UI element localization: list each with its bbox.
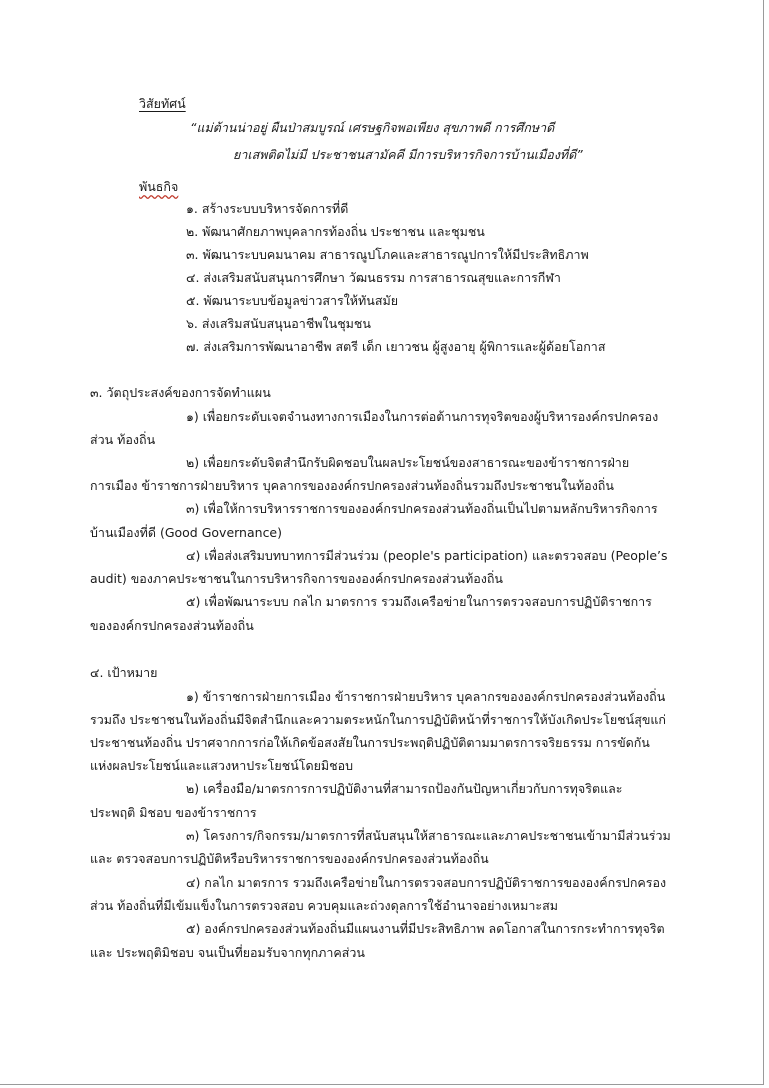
vision-text-line-1: “แม่ต้านน่าอยู่ ผืนป่าสมบูรณ์ เศรษฐกิจพอเพียง สุขภาพดี การศึกษาดี bbox=[190, 120, 555, 135]
mission-item: ๕. พัฒนาระบบข้อมูลข่าวสารให้ทันสมัย bbox=[186, 293, 399, 308]
mission-item: ๑. สร้างระบบบริหารจัดการที่ดี bbox=[186, 201, 349, 216]
objective-3-line-1: ๓) เพื่อให้การบริหารราชการขององค์กรปกครองส่วนท้องถิ่นเป็นไปตามหลักบริหารกิจการ bbox=[186, 501, 658, 516]
objective-2-line-1: ๒) เพื่อยกระดับจิตสำนึกรับผิดชอบในผลประโยชน์ของสาธารณะของข้าราชการฝ่าย bbox=[186, 455, 630, 470]
target-2-line-1: ๒) เครื่องมือ/มาตรการการปฏิบัติงานที่สามารถป้องกันปัญหาเกี่ยวกับการทุจริตและ bbox=[186, 781, 623, 796]
target-4-line-1: ๔) กลไก มาตรการ รวมถึงเครือข่ายในการตรวจสอบการปฏิบัติราชการขององค์กรปกครอง bbox=[186, 875, 667, 890]
target-2-line-2: ประพฤติ มิชอบ ของข้าราชการ bbox=[90, 805, 257, 820]
mission-item: ๒. พัฒนาศักยภาพบุคลากรท้องถิ่น ประชาชน และชุมชน bbox=[186, 224, 485, 239]
objective-3-line-2: บ้านเมืองที่ดี (Good Governance) bbox=[90, 525, 283, 540]
target-5-line-1: ๕) องค์กรปกครองส่วนท้องถิ่นมีแผนงานที่มีประสิทธิภาพ ลดโอกาสในการกระทำการทุจริต bbox=[186, 921, 665, 936]
mission-heading: พันธกิจ bbox=[139, 179, 179, 194]
objective-5-line-2: ขององค์กรปกครองส่วนท้องถิ่น bbox=[90, 618, 254, 633]
target-5-line-2: และ ประพฤติมิชอบ จนเป็นที่ยอมรับจากทุกภาคส่วน bbox=[90, 945, 365, 960]
mission-item: ๗. ส่งเสริมการพัฒนาอาชีพ สตรี เด็ก เยาวชน ผู้สูงอายุ ผู้พิการและผู้ด้อยโอกาส bbox=[186, 339, 606, 354]
targets-heading: ๔. เป้าหมาย bbox=[90, 665, 158, 680]
objective-4-line-2: audit) ของภาคประชาชนในการบริหารกิจการขององค์กรปกครองส่วนท้องถิ่น bbox=[90, 571, 503, 586]
objective-4-line-1: ๔) เพื่อส่งเสริมบทบาทการมีส่วนร่วม (people's participation) และตรวจสอบ (People’s bbox=[186, 548, 668, 563]
target-1-line-4: แห่งผลประโยชน์และแสวงหาประโยชน์โดยมิชอบ bbox=[90, 758, 354, 773]
objective-1-line-2: ส่วน ท้องถิ่น bbox=[90, 432, 156, 447]
target-1-line-3: ประชาชนท้องถิ่น ปราศจากการก่อให้เกิดข้อสงสัยในการประพฤติปฏิบัติตามมาตรการจริยธรรม การขัดกัน bbox=[90, 735, 650, 750]
mission-item: ๖. ส่งเสริมสนับสนุนอาชีพในชุมชน bbox=[186, 316, 371, 331]
target-4-line-2: ส่วน ท้องถิ่นที่มีเข้มแข็งในการตรวจสอบ ควบคุมและถ่วงดุลการใช้อำนาจอย่างเหมาะสม bbox=[90, 898, 558, 913]
objectives-heading: ๓. วัตถุประสงค์ของการจัดทำแผน bbox=[90, 385, 271, 400]
objective-5-line-1: ๕) เพื่อพัฒนาระบบ กลไก มาตรการ รวมถึงเครือข่ายในการตรวจสอบการปฏิบัติราชการ bbox=[186, 594, 652, 609]
objective-2-line-2: การเมือง ข้าราชการฝ่ายบริหาร บุคลากรขององค์กรปกครองส่วนท้องถิ่นรวมถึงประชาชนในท้องถิ่น bbox=[90, 478, 614, 493]
target-1-line-2: รวมถึง ประชาชนในท้องถิ่นมีจิตสำนึกและความตระหนักในการปฏิบัติหน้าที่ราชการให้บังเกิดประโยชน์สุขแก่ bbox=[90, 712, 666, 727]
vision-text-line-2: ยาเสพติดไม่มี ประชาชนสามัคคี มีการบริหารกิจการบ้านเมืองที่ดี” bbox=[233, 147, 583, 162]
vision-heading: วิสัยทัศน์ bbox=[139, 96, 186, 111]
objective-1-line-1: ๑) เพื่อยกระดับเจตจำนงทางการเมืองในการต่อต้านการทุจริตของผู้บริหารองค์กรปกครอง bbox=[186, 409, 659, 424]
mission-item: ๔. ส่งเสริมสนับสนุนการศึกษา วัฒนธรรม การสาธารณสุขและการกีฬา bbox=[186, 270, 561, 285]
target-3-line-2: และ ตรวจสอบการปฏิบัติหรือบริหารราชการขององค์กรปกครองส่วนท้องถิ่น bbox=[90, 851, 489, 866]
target-3-line-1: ๓) โครงการ/กิจกรรม/มาตรการที่สนับสนุนให้สาธารณะและภาคประชาชนเข้ามามีส่วนร่วม bbox=[186, 828, 671, 843]
target-1-line-1: ๑) ข้าราชการฝ่ายการเมือง ข้าราชการฝ่ายบริหาร บุคลากรขององค์กรปกครองส่วนท้องถิ่น bbox=[186, 689, 666, 704]
mission-item: ๓. พัฒนาระบบคมนาคม สาธารณูปโภคและสาธารณูปการให้มีประสิทธิภาพ bbox=[186, 247, 589, 262]
